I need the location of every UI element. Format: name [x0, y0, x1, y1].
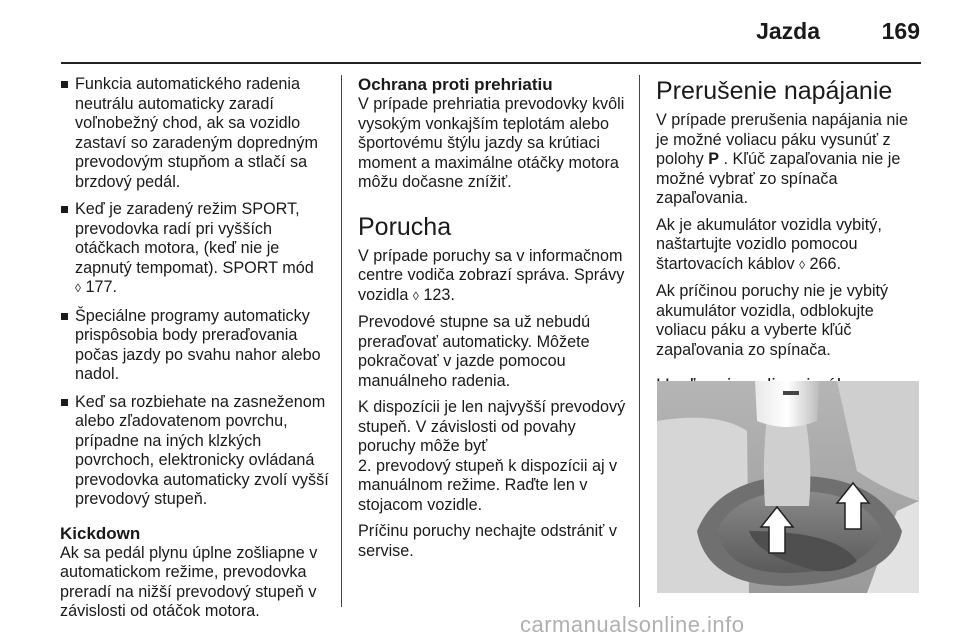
- bullet-item: [60, 75, 332, 192]
- kickdown-heading: Kickdown: [60, 523, 141, 543]
- header-rule: [61, 62, 921, 64]
- fault-paragraph-3: [358, 398, 628, 515]
- page-reference-link[interactable]: 123.: [423, 285, 455, 304]
- fault-paragraph-4: Príčinu poruchy nechajte odstrániť v servise.: [358, 522, 617, 560]
- watermark: carmanualsonline.info: [520, 612, 745, 637]
- power-paragraph-2: [656, 216, 924, 276]
- overheat-paragraph: V prípade prehriatia prevodovky kvôli vysokým vonkajším teplotám alebo športovému štýlu jazdy sa krútiaci moment a maximálne otáčky motora môžu dočasne znížiť.: [358, 95, 625, 191]
- bullet-item: [60, 307, 332, 385]
- power-text: Ak je akumulátor vozidla vybitý, naštartujte vozidlo pomocou štartovacích káblov: [656, 215, 882, 273]
- square-bullet-icon: [61, 81, 68, 88]
- power-paragraph-1: [656, 111, 924, 209]
- page-ref-arrow-icon: ◊: [75, 281, 81, 295]
- column-divider-1: [341, 75, 342, 607]
- fault-heading: Porucha: [358, 212, 452, 241]
- feature-bullet-list: [60, 75, 332, 510]
- bullet-text: Keď sa rozbiehate na zasneženom alebo zľadovatenom povrchu, prípadne na iných klzkých povrchoch, elektronicky ovládaná prevodovka automaticky zvolí vyšší prevodový stupeň.: [75, 392, 329, 508]
- fault-text: K dispozícii je len najvyšší prevodový stupeň. V závislosti od povahy poruchy môže byť: [358, 398, 626, 455]
- square-bullet-icon: [61, 399, 68, 406]
- power-paragraph-3: Ak príčinou poruchy nie je vybitý akumulátor vozidla, odblokujte voliacu páku a vyberte kľúč zapaľovania zo spínača.: [656, 282, 889, 359]
- page-reference-link[interactable]: 266.: [809, 254, 842, 273]
- gear-lever-illustration: [657, 381, 919, 593]
- position-p-label: P: [708, 150, 720, 168]
- page-ref-arrow-icon: ◊: [412, 288, 419, 303]
- page-number: 169: [881, 18, 920, 44]
- power-text: V prípade prerušenia napájania nie je možné voliacu páku vysunúť z polohy: [656, 111, 908, 168]
- bullet-text: Keď je zaradený režim SPORT, prevodovka radí pri vyšších otáčkach motora, (keď nie je zapnutý tempomat). SPORT mód: [75, 200, 314, 277]
- column-divider-2: [639, 75, 640, 607]
- fault-paragraph-2: Prevodové stupne sa už nebudú preraďovať automaticky. Môžete pokračovať v jazde pomocou manuálneho radenia.: [358, 313, 591, 390]
- kickdown-paragraph: Ak sa pedál plynu úplne zošliapne v automatickom režime, prevodovka preradí na nižší prevodový stupeň v závislosti od otáčok motora.: [60, 543, 318, 620]
- bullet-item: [60, 200, 332, 299]
- fault-text: 2. prevodový stupeň k dispozícii aj v manuálnom režime. Raďte len v stojacom vozidle.: [358, 456, 618, 514]
- bullet-text: Funkcia automatického radenia neutrálu automaticky zaradí voľnobežný chod, ak sa vozidlo zastaví so zaradeným dopredným prevodovým stupňom a stlačí sa brzdový pedál.: [75, 75, 318, 191]
- page-ref-arrow-icon: ◊: [799, 257, 805, 272]
- fault-paragraph-1: [358, 247, 628, 307]
- bullet-item: [60, 393, 332, 510]
- square-bullet-icon: [61, 206, 68, 213]
- column-3: [656, 75, 924, 432]
- page-header-title: Jazda: [756, 18, 820, 44]
- column-1: [60, 75, 332, 629]
- power-interruption-heading: Prerušenie napájanie: [656, 77, 893, 105]
- fault-text: V prípade poruchy sa v informačnom centre vodiča zobrazí správa. Správy vozidla: [358, 246, 625, 304]
- gear-lever-drawing: [657, 381, 919, 593]
- bullet-text: Špeciálne programy automaticky prispôsobia body preraďovania počas jazdy po svahu nahor alebo nadol.: [75, 306, 321, 383]
- overheat-heading: Ochrana proti prehriatiu: [358, 75, 553, 94]
- square-bullet-icon: [61, 313, 68, 320]
- page-reference-link[interactable]: 177.: [85, 278, 117, 296]
- power-text: . Kľúč zapaľovania nie je možné vybrať zo spínača zapaľovania.: [656, 150, 901, 207]
- column-2: [358, 75, 628, 568]
